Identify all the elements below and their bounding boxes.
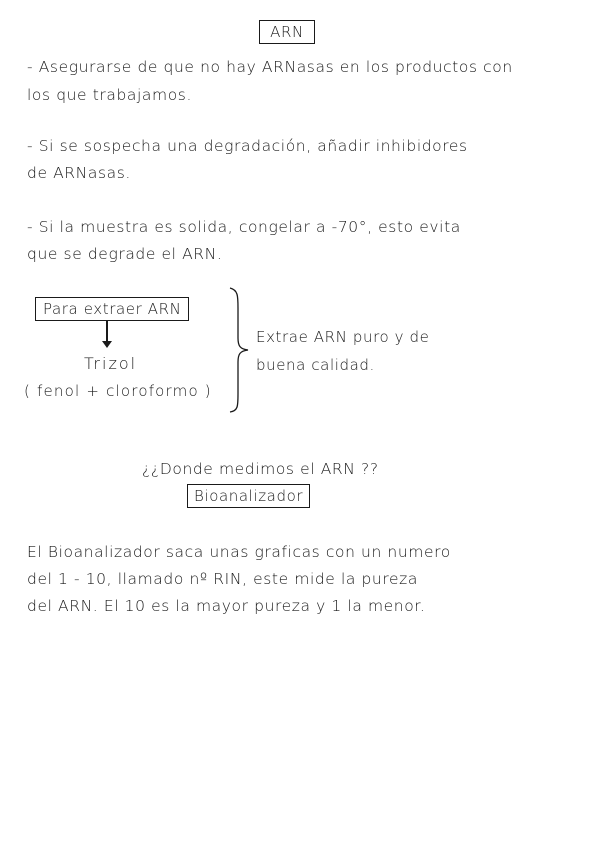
paragraph-line-3: del ARN. El 10 es la mayor pureza y 1 la menor.	[27, 597, 426, 615]
bullet-3-line-1: - Si la muestra es solida, congelar a -70°, esto evita	[27, 218, 461, 236]
bullet-2-line-2: de ARNasas.	[27, 164, 131, 182]
bioanalyzer-box: Bioanalizador	[187, 484, 310, 508]
question-heading: ¿¿Donde medimos el ARN ??	[142, 460, 379, 478]
reagent-name: Trizol	[84, 354, 138, 373]
reagent-composition: ( fenol + cloroformo )	[24, 382, 212, 400]
page-title: ARN	[259, 20, 315, 44]
bullet-2-line-1: - Si se sospecha una degradación, añadir inhibidores	[27, 137, 468, 155]
extraction-box: Para extraer ARN	[35, 297, 189, 321]
result-line-1: Extrae ARN puro y de	[256, 328, 430, 346]
bullet-3-line-2: que se degrade el ARN.	[27, 245, 223, 263]
arrow-head-icon	[102, 341, 112, 348]
paragraph-line-2: del 1 - 10, llamado nº RIN, este mide la pureza	[27, 570, 418, 588]
paragraph-line-1: El Bioanalizador saca unas graficas con un numero	[27, 543, 451, 561]
bullet-1-line-2: los que trabajamos.	[27, 86, 192, 104]
curly-brace-icon	[226, 286, 254, 414]
bullet-1-line-1: - Asegurarse de que no hay ARNasas en los productos con	[27, 58, 513, 76]
result-line-2: buena calidad.	[256, 356, 375, 374]
